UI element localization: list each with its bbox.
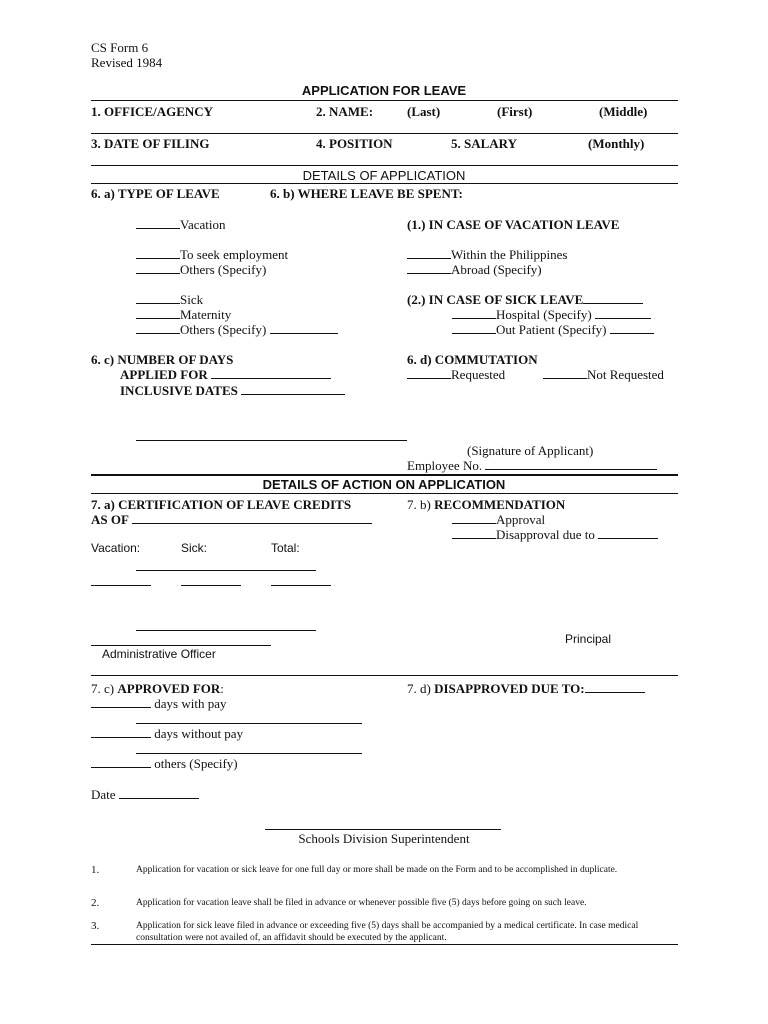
applied-for-field[interactable]: APPLIED FOR <box>120 367 331 382</box>
salary-monthly-label: (Monthly) <box>588 136 645 151</box>
recommendation-label: 7. b) RECOMMENDATION <box>407 497 566 512</box>
name-last-label: (Last) <box>407 104 441 119</box>
option-abroad[interactable]: Abroad (Specify) <box>407 262 542 277</box>
commutation-label: 6. d) COMMUTATION <box>407 352 538 367</box>
option-seek-employment[interactable]: To seek employment <box>136 247 288 262</box>
office-agency-label: 1. OFFICE/AGENCY <box>91 104 214 119</box>
option-hospital[interactable]: Hospital (Specify) <box>452 307 651 322</box>
option-vacation[interactable]: Vacation <box>136 217 225 232</box>
option-maternity[interactable]: Maternity <box>136 307 231 322</box>
approved-for-label: 7. c) APPROVED FOR: <box>91 681 224 696</box>
divider <box>91 100 678 101</box>
days-without-pay-field[interactable]: days without pay <box>91 726 243 741</box>
option-sick[interactable]: Sick <box>136 292 203 307</box>
sick-credits-label: Sick: <box>181 541 208 555</box>
name-label: 2. NAME: <box>316 104 374 119</box>
note-text: Application for vacation or sick leave for one full day or more shall be made on the Form and to be accomplished in duplicate. <box>136 865 618 875</box>
note-number: 1. <box>91 864 100 876</box>
vacation-credits-label: Vacation: <box>91 541 141 555</box>
date-filing-label: 3. DATE OF FILING <box>91 136 210 151</box>
days-with-pay-field[interactable]: days with pay <box>91 696 226 711</box>
certification-label: 7. a) CERTIFICATION OF LEAVE CREDITS <box>91 497 352 512</box>
name-first-label: (First) <box>497 104 533 119</box>
total-credits-label: Total: <box>271 541 300 555</box>
inclusive-dates-field[interactable]: INCLUSIVE DATES <box>120 383 345 398</box>
signature-line[interactable] <box>136 630 316 631</box>
disapproved-due-label: 7. d) DISAPPROVED DUE TO: <box>407 681 645 696</box>
others-specify-field[interactable]: others (Specify) <box>91 756 238 771</box>
divider <box>91 165 678 166</box>
divider <box>91 474 678 476</box>
divider <box>91 675 678 676</box>
where-spent-label: 6. b) WHERE LEAVE BE SPENT: <box>270 186 463 201</box>
case-sick-label: (2.) IN CASE OF SICK LEAVE <box>407 292 643 307</box>
action-heading: DETAILS OF ACTION ON APPLICATION <box>262 477 506 492</box>
vacation-credits-blank[interactable] <box>91 585 151 586</box>
case-vacation-label: (1.) IN CASE OF VACATION LEAVE <box>407 217 620 232</box>
date-field[interactable]: Date <box>91 787 199 802</box>
divider <box>91 133 678 134</box>
position-label: 4. POSITION <box>316 136 393 151</box>
form-revision: Revised 1984 <box>91 55 163 70</box>
type-of-leave-label: 6. a) TYPE OF LEAVE <box>91 186 220 201</box>
number-of-days-label: 6. c) NUMBER OF DAYS <box>91 352 234 367</box>
sick-credits-blank[interactable] <box>181 585 241 586</box>
admin-officer-label: Administrative Officer <box>102 647 216 661</box>
divider <box>91 493 678 494</box>
option-disapproval[interactable]: Disapproval due to <box>452 527 658 542</box>
salary-label: 5. SALARY <box>451 136 517 151</box>
note-number: 3. <box>91 920 100 932</box>
form-title: APPLICATION FOR LEAVE <box>301 83 467 98</box>
divider <box>91 944 678 945</box>
details-heading: DETAILS OF APPLICATION <box>302 168 466 183</box>
name-middle-label: (Middle) <box>599 104 648 119</box>
signature-label: (Signature of Applicant) <box>467 443 594 458</box>
signature-line[interactable] <box>136 440 407 441</box>
note-text: Application for vacation leave shall be filed in advance or whenever possible five (5) days before going on such leave. <box>136 898 587 908</box>
note-text: Application for sick leave filed in advance or exceeding five (5) days shall be accompanied by a medical certificate. In case medical consultation were not availed of, an affidavit should be executed by the applicant. <box>136 921 639 943</box>
approved-line <box>136 753 362 754</box>
option-out-patient[interactable]: Out Patient (Specify) <box>452 322 654 337</box>
signature-line[interactable] <box>91 645 271 646</box>
superintendent-label: Schools Division Superintendent <box>298 831 470 846</box>
approved-line <box>136 723 362 724</box>
option-requested[interactable]: Requested <box>407 367 505 382</box>
option-others-vacation[interactable]: Others (Specify) <box>136 262 266 277</box>
option-others-sick[interactable]: Others (Specify) <box>136 322 338 337</box>
divider <box>91 183 678 184</box>
form-id: CS Form 6 <box>91 40 149 55</box>
employee-no-field[interactable]: Employee No. <box>407 458 657 473</box>
total-credits-blank[interactable] <box>271 585 331 586</box>
principal-label: Principal <box>565 632 612 646</box>
credits-line <box>136 570 316 571</box>
option-within-philippines[interactable]: Within the Philippines <box>407 247 567 262</box>
note-number: 2. <box>91 897 100 909</box>
superintendent-signature-line[interactable] <box>265 829 501 830</box>
as-of-field[interactable]: AS OF <box>91 512 372 527</box>
option-approval[interactable]: Approval <box>452 512 545 527</box>
option-not-requested[interactable]: Not Requested <box>543 367 664 382</box>
